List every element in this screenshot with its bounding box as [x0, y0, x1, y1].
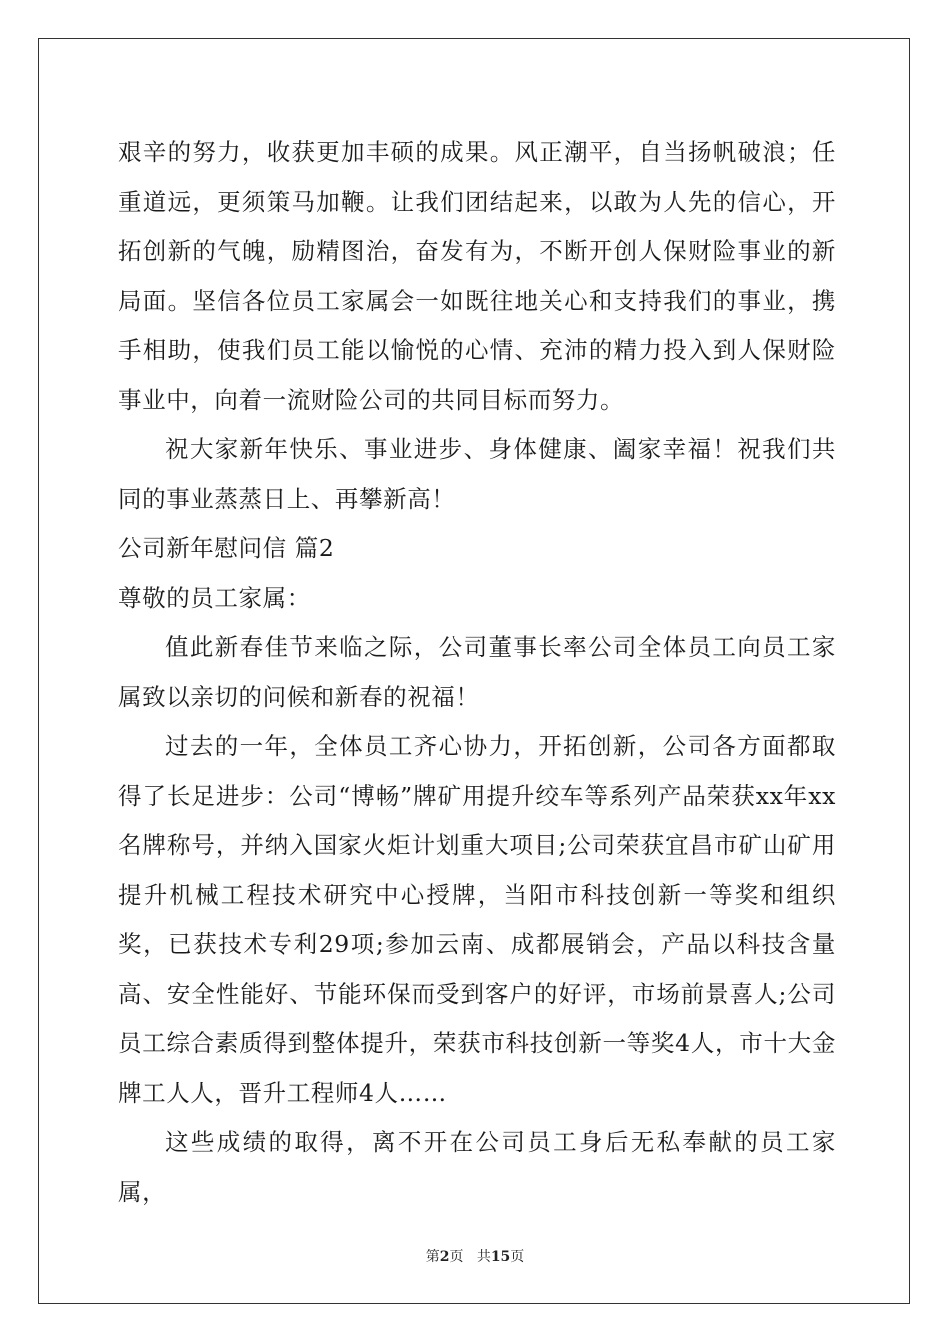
page-footer — [0, 1246, 950, 1266]
document-body — [118, 128, 836, 1217]
footer-prefix: 第 — [425, 1249, 440, 1265]
paragraph-achievements: 过去的一年，全体员工齐心协力，开拓创新，公司各方面都取得了长足进步：公司“博畅”牌矿用提升绞车等系列产品荣获xx年xx名牌称号，并纳入国家火炬计划重大项目;公司荣获宜昌市矿山矿用提升机械工程技术研究中心授牌，当阳市科技创新一等奖和组织奖，已获技术专利29项;参加云南、成都展销会，产品以科技含量高、安全性能好、节能环保而受到客户的好评，市场前景喜人;公司员工综合素质得到整体提升，荣获市科技创新一等奖4人，市十大金牌工人人，晋升工程师4人…… — [118, 732, 836, 1107]
paragraph-greeting: 祝大家新年快乐、事业进步、身体健康、阖家幸福！祝我们共同的事业蒸蒸日上、再攀新高！ — [118, 435, 836, 513]
section-heading: 公司新年慰问信 篇2 — [118, 534, 335, 562]
footer-total-pages: 15 — [490, 1249, 511, 1265]
footer-page-number: 2 — [439, 1249, 450, 1265]
footer-page-suffix: 页 — [449, 1249, 464, 1265]
salutation: 尊敬的员工家属： — [118, 583, 311, 612]
footer-total-suffix: 页 — [510, 1249, 525, 1265]
footer-total-prefix: 共 — [476, 1249, 491, 1265]
paragraph-continuation: 艰辛的努力，收获更加丰硕的成果。风正潮平，自当扬帆破浪；任重道远，更须策马加鞭。让我们团结起来，以敢为人先的信心，开拓创新的气魄，励精图治，奋发有为，不断开创人保财险事业的新局面。坚信各位员工家属会一如既往地关心和支持我们的事业，携手相助，使我们员工能以愉悦的心情、充沛的精力投入到人保财险事业中，向着一流财险公司的共同目标而努力。 — [118, 138, 836, 414]
paragraph-opening: 值此新春佳节来临之际，公司董事长率公司全体员工向员工家属致以亲切的问候和新春的祝福！ — [118, 633, 836, 711]
paragraph-closing-partial: 这些成绩的取得，离不开在公司员工身后无私奉献的员工家属， — [118, 1128, 836, 1206]
